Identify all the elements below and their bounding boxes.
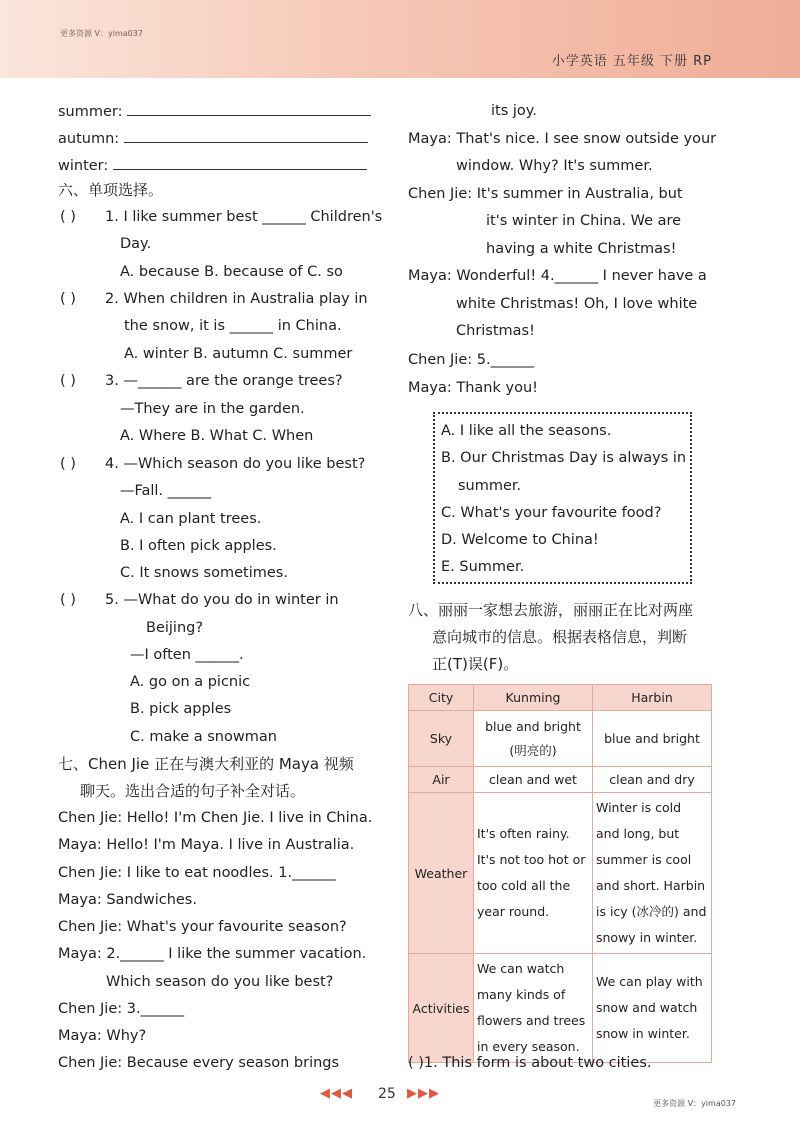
dialogue-line: Chen Jie: 3.______	[58, 1001, 185, 1017]
q5-paren: ( )	[60, 592, 76, 608]
section-8-q1: ( )1. This form is about two cities.	[408, 1055, 652, 1071]
q5-stem-answer: —I often ______.	[130, 647, 244, 663]
option-e: E. Summer.	[441, 559, 525, 575]
q1-stem-cont: Day.	[120, 236, 152, 252]
table-header-row	[409, 685, 712, 711]
dialogue-line: Which season do you like best?	[106, 974, 334, 990]
city-table	[408, 684, 712, 1063]
section-8-title-cont2: 正(T)误(F)。	[432, 655, 519, 673]
season-label: autumn:	[58, 131, 120, 147]
option-d: D. Welcome to China!	[441, 532, 599, 548]
prev-page-arrows-icon: ◀◀◀	[320, 1086, 353, 1101]
table-cell: blue and bright (明亮的)	[474, 711, 593, 767]
page-number: 25	[378, 1086, 396, 1102]
option-b: B. Our Christmas Day is always in	[441, 450, 687, 466]
answer-blank	[124, 128, 368, 143]
row-label: Air	[409, 767, 474, 793]
q2-stem-cont: the snow, it is ______ in China.	[124, 318, 342, 334]
option-a: A. I like all the seasons.	[441, 423, 612, 439]
section-8-title: 八、丽丽一家想去旅游，丽丽正在比对两座	[408, 601, 694, 619]
dialogue-line: Chen Jie: What's your favourite season?	[58, 919, 347, 935]
answer-blank	[113, 155, 367, 170]
table-row	[409, 767, 712, 793]
table-cell: We can watch many kinds of flowers and trees in every season.	[474, 954, 593, 1063]
dialogue-line: it's winter in China. We are	[486, 213, 682, 229]
row-label: Weather	[409, 793, 474, 954]
table-row	[409, 711, 712, 767]
q4-paren: ( )	[60, 456, 76, 472]
season-label: summer:	[58, 104, 123, 120]
season-label: winter:	[58, 158, 109, 174]
table-header: Harbin	[593, 685, 712, 711]
season-line-summer	[58, 101, 371, 122]
q5-stem-cont: Beijing?	[146, 620, 204, 636]
q4-stem-cont: —Fall. ______	[120, 483, 212, 499]
table-row	[409, 793, 712, 954]
section-8-title-cont: 意向城市的信息。根据表格信息，判断	[432, 628, 688, 646]
table-cell: clean and dry	[593, 767, 712, 793]
book-title: 小学英语 五年级 下册 RP	[551, 54, 712, 69]
dialogue-line: having a white Christmas!	[486, 241, 677, 257]
table-cell: It's often rainy. It's not too hot or too cold all the year round.	[474, 793, 593, 954]
dialogue-line: Chen Jie: Hello! I'm Chen Jie. I live in China.	[58, 810, 373, 826]
q2-options: A. winter B. autumn C. summer	[124, 346, 353, 362]
dialogue-line: Chen Jie: It's summer in Australia, but	[408, 186, 683, 202]
option-c: C. What's your favourite food?	[441, 505, 662, 521]
section-7-title-cont: 聊天。选出合适的句子补全对话。	[80, 782, 306, 800]
dialogue-line: Maya: That's nice. I see snow outside your	[408, 131, 717, 147]
q5-option-c: C. make a snowman	[130, 729, 277, 745]
dialogue-line: white Christmas! Oh, I love white	[456, 296, 698, 312]
q3-paren: ( )	[60, 373, 76, 389]
table-cell: clean and wet	[474, 767, 593, 793]
q1-stem: 1. I like summer best ______ Children's	[105, 209, 383, 225]
q4-stem: 4. —Which season do you like best?	[105, 456, 366, 472]
q5-option-a: A. go on a picnic	[130, 674, 251, 690]
dialogue-line: Maya: Hello! I'm Maya. I live in Australia.	[58, 837, 355, 853]
q4-option-b: B. I often pick apples.	[120, 538, 277, 554]
answer-blank	[127, 101, 371, 116]
option-b-cont: summer.	[458, 478, 522, 494]
dialogue-line: Chen Jie: Because every season brings	[58, 1055, 340, 1071]
dialogue-line: Maya: Sandwiches.	[58, 892, 197, 908]
dialogue-line: Christmas!	[456, 323, 535, 339]
dialogue-line: Chen Jie: 5.______	[408, 352, 535, 368]
season-line-winter	[58, 155, 367, 176]
section-6-title: 六、单项选择。	[58, 181, 164, 199]
table-header: City	[409, 685, 474, 711]
row-label: Sky	[409, 711, 474, 767]
q4-option-a: A. I can plant trees.	[120, 511, 262, 527]
dialogue-line: its joy.	[491, 103, 537, 119]
dialogue-line: Maya: Why?	[58, 1028, 147, 1044]
q5-option-b: B. pick apples	[130, 701, 232, 717]
dialogue-line: window. Why? It's summer.	[456, 158, 653, 174]
footer-watermark: 更多资源 V：yima037	[653, 1099, 736, 1108]
table-header: Kunming	[474, 685, 593, 711]
table-cell: blue and bright	[593, 711, 712, 767]
table-cell: Winter is cold and long, but summer is cool and short. Harbin is icy (冰冷的) and snowy in winter.	[593, 793, 712, 954]
q4-option-c: C. It snows sometimes.	[120, 565, 288, 581]
table-cell: We can play with snow and watch snow in winter.	[593, 954, 712, 1063]
section-7-title: 七、Chen Jie 正在与澳大利亚的 Maya 视频	[58, 755, 354, 773]
q1-options: A. because B. because of C. so	[120, 264, 343, 280]
row-label: Activities	[409, 954, 474, 1063]
table-row	[409, 954, 712, 1063]
q1-paren: ( )	[60, 209, 76, 225]
q5-stem: 5. —What do you do in winter in	[105, 592, 339, 608]
q3-stem-cont: —They are in the garden.	[120, 401, 305, 417]
q3-options: A. Where B. What C. When	[120, 428, 314, 444]
header-watermark: 更多资源 V：yima037	[60, 29, 143, 38]
q3-stem: 3. —______ are the orange trees?	[105, 373, 343, 389]
dialogue-line: Maya: Thank you!	[408, 380, 538, 396]
season-line-autumn	[58, 128, 368, 149]
q2-paren: ( )	[60, 291, 76, 307]
dialogue-line: Chen Jie: I like to eat noodles. 1.______	[58, 865, 336, 881]
dialogue-line: Maya: Wonderful! 4.______ I never have a	[408, 268, 707, 284]
q2-stem: 2. When children in Australia play in	[105, 291, 368, 307]
dialogue-line: Maya: 2.______ I like the summer vacation.	[58, 946, 367, 962]
next-page-arrows-icon: ▶▶▶	[407, 1086, 440, 1101]
